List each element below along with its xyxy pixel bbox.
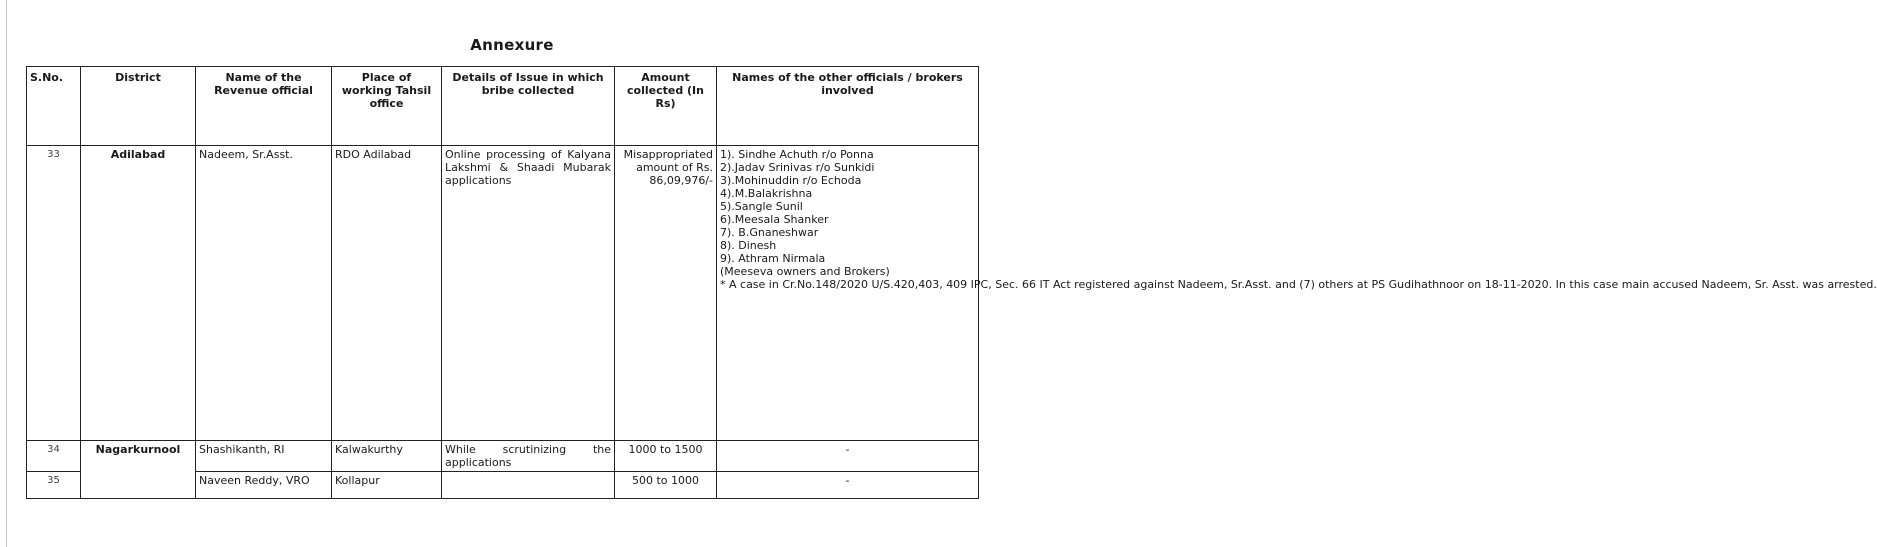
broker-item: 8). Dinesh bbox=[720, 239, 777, 252]
header-others: Names of the other officials / brokers involved bbox=[717, 67, 979, 146]
cell-others: - bbox=[717, 441, 979, 472]
header-amount: Amount collected (In Rs) bbox=[615, 67, 717, 146]
cell-sno: 33 bbox=[27, 146, 81, 441]
header-sno: S.No. bbox=[27, 67, 81, 146]
header-row bbox=[27, 67, 979, 146]
broker-item: 2).Jadav Srinivas r/o Sunkidi bbox=[720, 161, 875, 174]
broker-item: 5).Sangle Sunil bbox=[720, 200, 803, 213]
annexure-table bbox=[26, 66, 1877, 499]
cell-official: Shashikanth, RI bbox=[196, 441, 332, 472]
cell-place: RDO Adilabad bbox=[332, 146, 442, 441]
cell-sno: 34 bbox=[27, 441, 81, 472]
page-title: Annexure bbox=[470, 36, 554, 54]
header-district: District bbox=[81, 67, 196, 146]
table-row bbox=[27, 441, 979, 472]
cell-details: Online processing of Kalyana Lakshmi & Shaadi Mubarak applications bbox=[442, 146, 615, 441]
cell-place: Kalwakurthy bbox=[332, 441, 442, 472]
broker-item: 4).M.Balakrishna bbox=[720, 187, 813, 200]
header-place: Place of working Tahsil office bbox=[332, 67, 442, 146]
header-details: Details of Issue in which bribe collected bbox=[442, 67, 615, 146]
cell-others: - bbox=[717, 472, 979, 499]
header-official: Name of the Revenue official bbox=[196, 67, 332, 146]
cell-district: Nagarkurnool bbox=[81, 441, 196, 499]
cell-details: While scrutinizing the applications bbox=[442, 441, 615, 472]
cell-amount: 1000 to 1500 bbox=[615, 441, 717, 472]
broker-item: 7). B.Gnaneshwar bbox=[720, 226, 819, 239]
broker-item: (Meeseva owners and Brokers) bbox=[720, 265, 890, 278]
broker-item: 6).Meesala Shanker bbox=[720, 213, 829, 226]
cell-official: Naveen Reddy, VRO bbox=[196, 472, 332, 499]
cell-amount: Misappropriated amount of Rs. 86,09,976/- bbox=[615, 146, 717, 441]
scan-edge bbox=[6, 0, 7, 547]
cell-others bbox=[717, 146, 1877, 441]
cell-district: Adilabad bbox=[81, 146, 196, 441]
cell-place: Kollapur bbox=[332, 472, 442, 499]
cell-official: Nadeem, Sr.Asst. bbox=[196, 146, 332, 441]
cell-details bbox=[442, 472, 615, 499]
broker-item: 9). Athram Nirmala bbox=[720, 252, 826, 265]
cell-sno: 35 bbox=[27, 472, 81, 499]
broker-item: 1). Sindhe Achuth r/o Ponna bbox=[720, 148, 874, 161]
cell-amount: 500 to 1000 bbox=[615, 472, 717, 499]
broker-item: 3).Mohinuddin r/o Echoda bbox=[720, 174, 862, 187]
table-row bbox=[27, 146, 979, 441]
case-note: * A case in Cr.No.148/2020 U/S.420,403, 409 IPC, Sec. 66 IT Act registered against Nadeem, Sr.Asst. and (7) others at PS Gudihathnoor on 18-11-2020. In this case main accused Nadeem, Sr. Asst. was arrested. bbox=[720, 278, 1877, 291]
